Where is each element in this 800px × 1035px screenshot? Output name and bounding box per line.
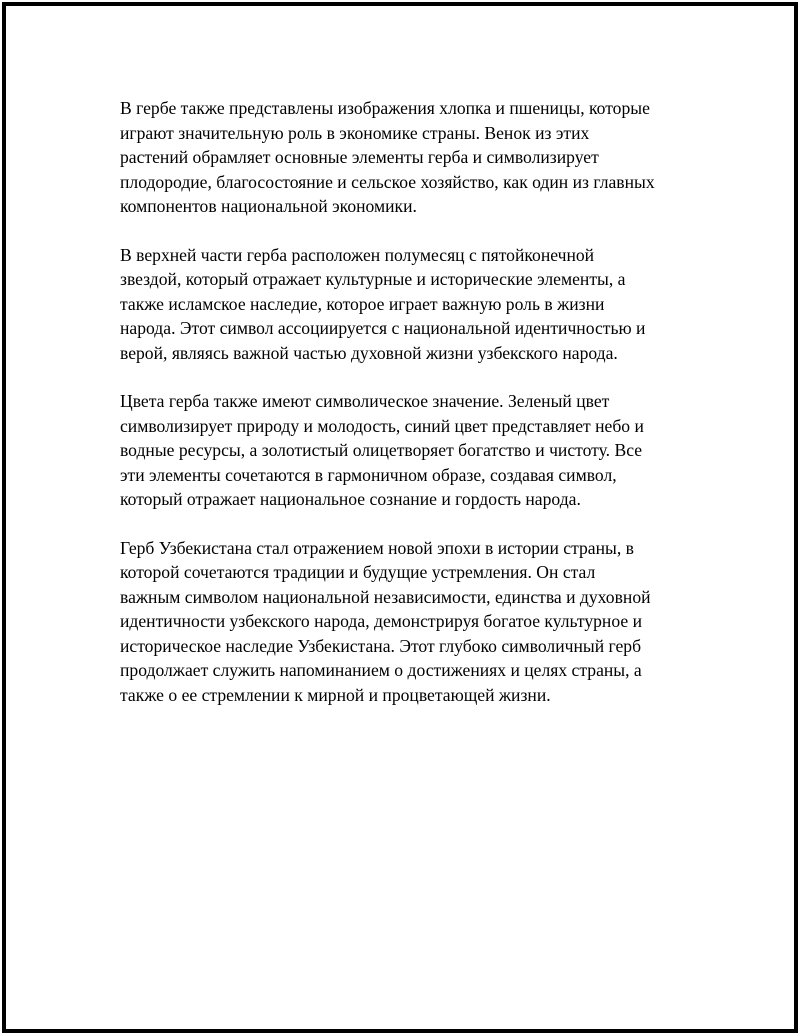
text-line: историческое наследие Узбекистана. Этот глубоко символичный герб xyxy=(120,635,642,656)
text-line: которой сочетаются традиции и будущие устремления. Он стал xyxy=(120,562,596,582)
text-line: компонентов национальной экономики. xyxy=(120,196,417,216)
text-line: который отражает национальное сознание и гордость народа. xyxy=(120,489,581,509)
document-body xyxy=(120,96,710,731)
text-line: Герб Узбекистана стал отражением новой эпохи в истории страны, в xyxy=(120,537,634,558)
paragraph-cotton-wheat xyxy=(120,96,710,219)
text-line: важным символом национальной независимости, единства и духовной xyxy=(120,586,651,607)
text-line: также исламское наследие, которое играет важную роль в жизни xyxy=(120,293,605,314)
text-line: идентичности узбекского народа, демонстрируя богатое культурное и xyxy=(120,611,642,631)
text-line: В гербе также представлены изображения хлопка и пшеницы, которые xyxy=(120,98,650,118)
text-line: продолжает служить напоминанием о достижениях и целях страны, а xyxy=(120,660,642,680)
text-line: растений обрамляет основные элементы герба и символизирует xyxy=(120,147,599,167)
paragraph-crescent-star xyxy=(120,243,710,366)
paragraph-colors xyxy=(120,389,710,512)
text-line: народа. Этот символ ассоциируется с национальной идентичностью и xyxy=(120,318,646,338)
text-line: звездой, который отражает культурные и исторические элементы, а xyxy=(120,269,626,289)
text-line: плодородие, благосостояние и сельское хозяйство, как один из главных xyxy=(120,171,655,192)
text-line: В верхней части герба расположен полумесяц с пятойконечной xyxy=(120,244,595,265)
text-line: Цвета герба также имеют символическое значение. Зеленый цвет xyxy=(120,391,610,411)
text-line: символизирует природу и молодость, синий цвет представляет небо и xyxy=(120,415,644,436)
page-border xyxy=(2,2,798,1033)
text-line: играют значительную роль в экономике страны. Венок из этих xyxy=(120,122,590,143)
text-line: эти элементы сочетаются в гармоничном образе, создавая символ, xyxy=(120,464,617,485)
text-line: также о ее стремлении к мирной и процветающей жизни. xyxy=(120,684,551,705)
paragraph-conclusion xyxy=(120,536,710,708)
text-line: верой, являясь важной частью духовной жизни узбекского народа. xyxy=(120,342,618,363)
text-line: водные ресурсы, а золотистый олицетворяет богатство и чистоту. Все xyxy=(120,440,643,460)
